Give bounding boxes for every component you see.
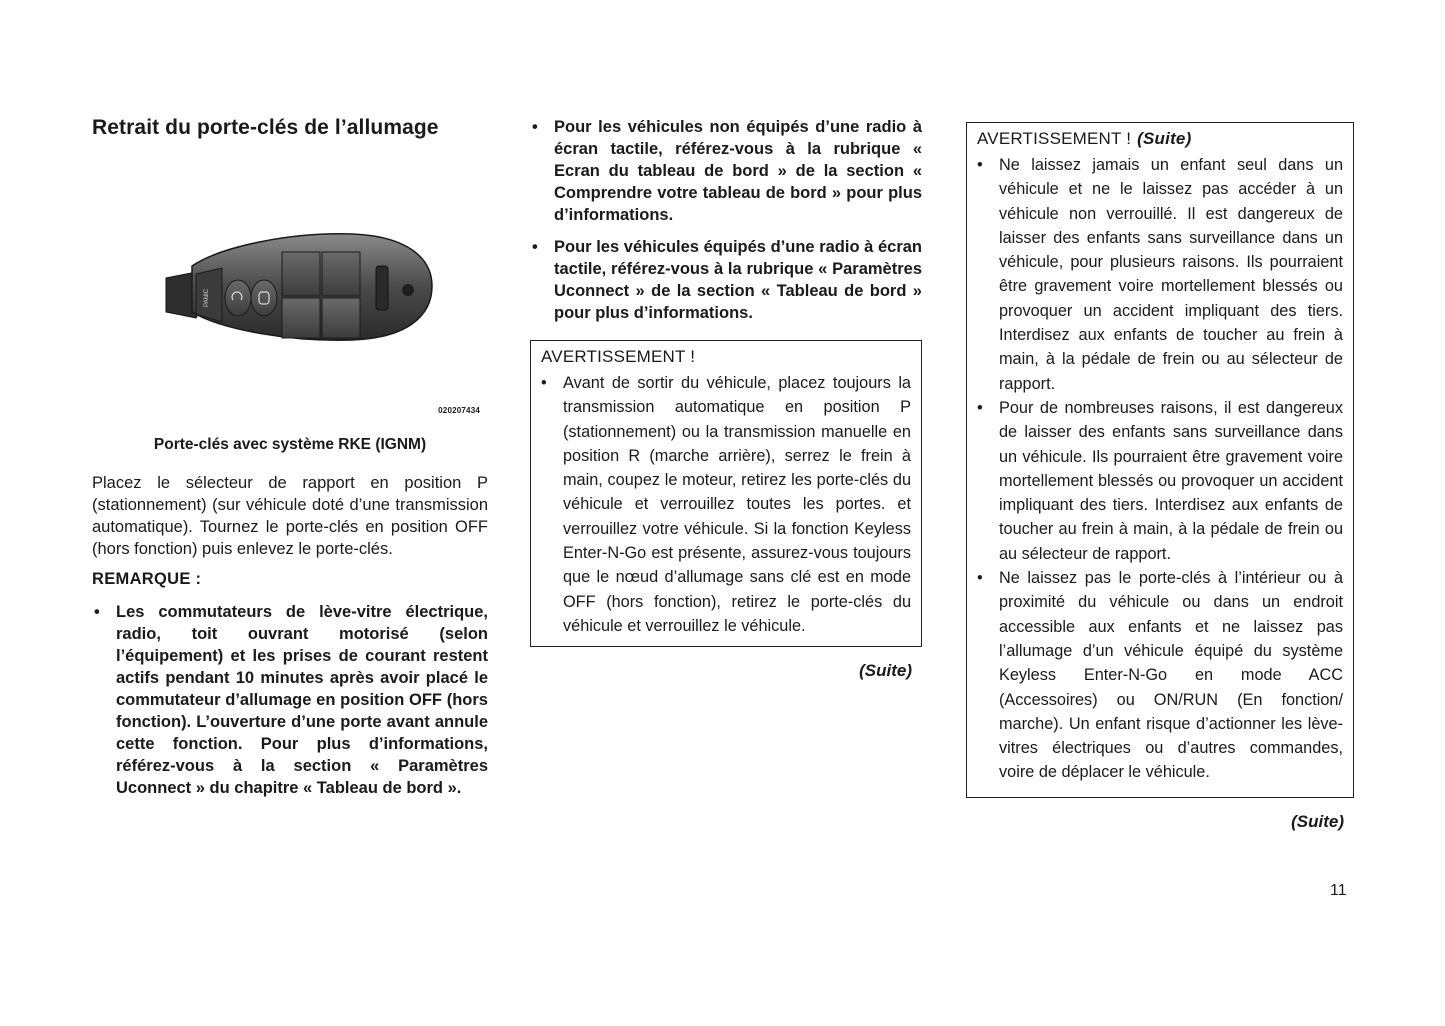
warning-list [975,153,1343,785]
warning-title-text: AVERTISSEMENT ! [541,347,696,366]
remark-title: REMARQUE : [92,570,202,588]
continued-label: (Suite) [1291,811,1344,831]
list-item: • Les commutateurs de lève-vitre électrique, radio, toit ouvrant motorisé (selon l’équipement) et les prises de courant restent actifs pendant 10 minutes après avoir placé le commutateur d’allumage en position OFF (hors fonction). L’ouverture d’une porte avant annule cette fonction. Pour plus d’informations, référez-vous à la section « Paramètres Uconnect » du chapitre « Tableau de bord ». [92,601,488,799]
left-column [92,116,488,809]
list-item: • Avant de sortir du véhicule, placez toujours la transmission automatique en position P (stationnement) ou la transmission manuelle en position R (marche arrière), serrez le frein à main, coupez le moteur, retirez les porte-clés du véhicule et verrouillez toutes les portes. et verrouillez votre véhicule. Si la fonction Keyless Enter-N-Go est présente, assurez-vous toujours que le nœud d’allumage sans clé est en mode OFF (hors fonction), retirez le porte-clés du véhicule et verrouillez le véhicule. [539,371,911,638]
list-item: • Ne laissez pas le porte-clés à l’intérieur ou à proximité du véhicule ou dans un endroit accessible aux enfants et ne laissez pas l’allumage d’un véhicule équipé du système Keyless Enter-N-Go en mode ACC (Accessoires) ou ON/RUN (En fonction/ marche). Un enfant risque d’actionner les lève-vitres électriques ou d’autres commandes, voire de déplacer le véhicule. [975,566,1343,785]
warning-title-suite: (Suite) [1137,129,1192,148]
warning-box [966,122,1354,798]
right-column [966,122,1354,832]
figure-code: 020207434 [438,406,480,415]
key-fob-image [162,228,452,348]
warning-title [977,129,1343,149]
middle-column [530,116,922,681]
list-item: • Pour de nombreuses raisons, il est dangereux de laisser des enfants sans surveillance dans un véhicule. Ils pourraient être gravement voire mortellement blessés ou provoquer un accident impliquant des tiers. Interdisez aux enfants de toucher au frein à main, à la pédale de frein ou au sélecteur de rapport. [975,396,1343,566]
body-paragraph: Placez le sélecteur de rapport en position P (stationnement) (sur véhicule doté d’une transmission automatique). Tournez le porte-clés en position OFF (hors fonction) puis enlevez le porte-clés. [92,474,488,558]
continued-label: (Suite) [859,661,912,681]
warning-title [541,347,911,367]
warning-list [539,371,911,638]
key-fob-figure [92,228,488,428]
figure-caption: Porte-clés avec système RKE (IGNM) [153,436,427,453]
panic-label: PANIC [204,289,210,307]
section-title: Retrait du porte-clés de l’allumage [92,116,439,139]
remark-list [92,601,488,799]
warning-title-text: AVERTISSEMENT ! [977,129,1132,148]
list-item: • Pour les véhicules non équipés d’une radio à écran tactile, référez-vous à la rubrique « Ecran du tableau de bord » de la section « Comprendre votre tableau de bord » pour plus d’informations. [530,116,922,226]
page-number: 11 [1330,882,1347,899]
list-item: • Pour les véhicules équipés d’une radio à écran tactile, référez-vous à la rubrique « Paramètres Uconnect » de la section « Tableau de bord » pour plus d’informations. [530,236,922,324]
list-item: • Ne laissez jamais un enfant seul dans un véhicule et ne le laissez pas accéder à un véhicule non verrouillé. Il est dangereux de laisser des enfants sans surveillance dans un véhicule, pour plusieurs raisons. Ils pourraient être gravement voire mortellement blessés ou provoquer un accident impliquant des tiers. Interdisez aux enfants de toucher au frein à main, à la pédale de frein ou au sélecteur de rapport. [975,153,1343,396]
info-list [530,116,922,324]
warning-box [530,340,922,647]
